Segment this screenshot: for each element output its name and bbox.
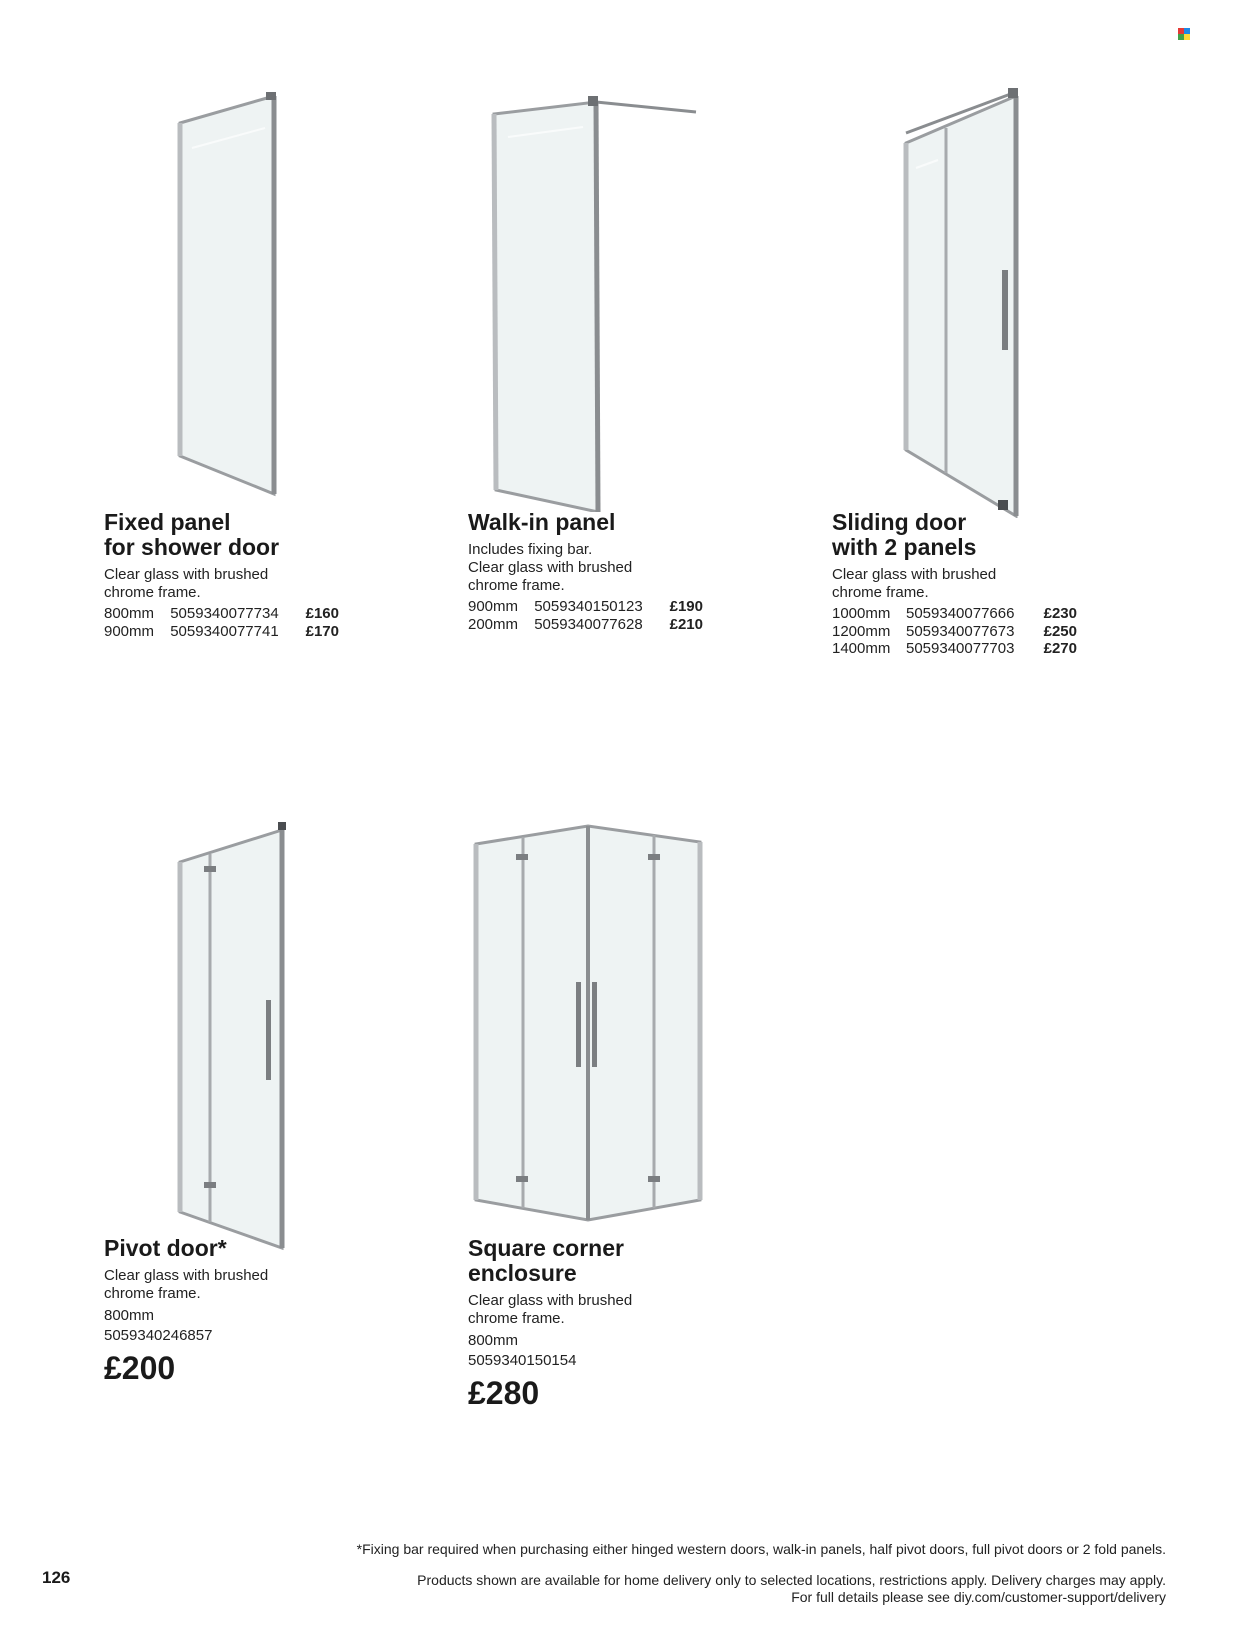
variant-row: 200mm 5059340077628 £210: [468, 615, 703, 633]
product-title: Walk-in panel: [468, 509, 616, 535]
sliding-door-image: [898, 88, 1028, 518]
product-description: Includes fixing bar. Clear glass with brushed chrome frame.: [468, 541, 633, 594]
variant-table: [468, 598, 703, 633]
product-title: Fixed panel for shower door: [104, 509, 280, 560]
product-code: 5059340150154: [468, 1352, 577, 1369]
product-description: Clear glass with brushed chrome frame.: [104, 1267, 269, 1302]
product-description: Clear glass with brushed chrome frame.: [104, 566, 269, 601]
square-corner-enclosure-image: [468, 822, 718, 1222]
variant-row: 800mm 5059340077734 £160: [104, 605, 339, 622]
variant-row: 900mm 5059340150123 £190: [468, 598, 703, 615]
product-description: Clear glass with brushed chrome frame.: [832, 566, 997, 601]
pivot-door-image: [172, 822, 292, 1252]
page-number: 126: [42, 1568, 71, 1587]
variant-table: [832, 605, 1077, 658]
product-title: Pivot door*: [104, 1235, 227, 1261]
brand-logo-icon: [1178, 28, 1190, 40]
price: £210: [669, 615, 703, 633]
product-walk-in-panel: [468, 510, 768, 633]
product-sliding-door: [832, 510, 1152, 658]
product-title: Sliding door with 2 panels: [832, 509, 977, 560]
price: £160: [305, 605, 339, 622]
variant-row: 1400mm 5059340077703 £270: [832, 640, 1077, 657]
price: £250: [1043, 622, 1077, 640]
price: £170: [305, 622, 339, 640]
delivery-note: Products shown are available for home delivery only to selected locations, restrictions apply. Delivery charges may apply. For full details please see diy.com/customer-support/delivery: [417, 1572, 1166, 1605]
variant-row: 1000mm 5059340077666 £230: [832, 605, 1077, 622]
product-code: 5059340246857: [104, 1327, 213, 1344]
product-size: 800mm: [468, 1332, 519, 1349]
footnote: *Fixing bar required when purchasing either hinged western doors, walk-in panels, half pivot doors, full pivot doors or 2 fold panels.: [356, 1541, 1166, 1557]
price: £280: [468, 1375, 540, 1411]
product-pivot-door: [104, 1236, 404, 1386]
price: £190: [669, 598, 703, 615]
price: £270: [1043, 640, 1077, 657]
product-size: 800mm: [104, 1307, 155, 1324]
fixed-panel-image: [170, 88, 290, 498]
variant-row: 900mm 5059340077741 £170: [104, 622, 339, 640]
variant-table: [104, 605, 339, 640]
price: £200: [104, 1350, 176, 1386]
walk-in-panel-image: [488, 92, 708, 512]
product-fixed-panel: [104, 510, 404, 640]
price: £230: [1043, 605, 1077, 622]
product-title: Square corner enclosure: [468, 1235, 624, 1286]
variant-row: 1200mm 5059340077673 £250: [832, 622, 1077, 640]
product-description: Clear glass with brushed chrome frame.: [468, 1292, 633, 1327]
product-square-corner-enclosure: [468, 1236, 768, 1411]
